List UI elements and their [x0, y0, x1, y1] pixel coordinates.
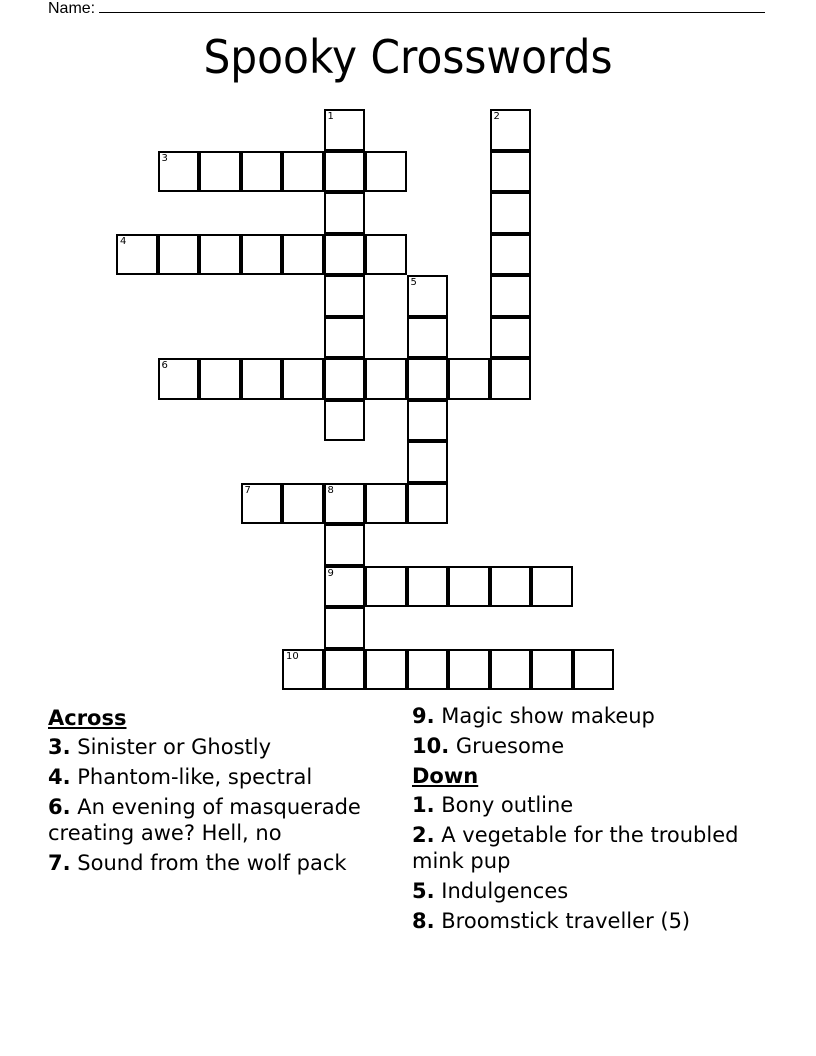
name-blank-line[interactable] — [99, 0, 765, 13]
clue-across-10: 10. Gruesome — [412, 734, 565, 758]
grid-cell[interactable] — [282, 151, 324, 193]
grid-cell[interactable] — [324, 566, 366, 608]
grid-cell[interactable] — [490, 151, 532, 193]
grid-cell[interactable] — [365, 358, 407, 400]
grid-cell[interactable] — [199, 151, 241, 193]
clues-column-left — [48, 703, 393, 880]
grid-cell[interactable] — [490, 275, 532, 317]
grid-cell[interactable] — [448, 649, 490, 691]
grid-cell[interactable] — [490, 192, 532, 234]
clue-number: 9 — [327, 567, 334, 579]
grid-cell[interactable] — [324, 317, 366, 359]
grid-cell[interactable] — [365, 649, 407, 691]
clue-across-3: 3. Sinister or Ghostly — [48, 735, 272, 759]
clue-number: 7 — [244, 484, 251, 496]
grid-cell[interactable] — [324, 607, 366, 649]
across-heading: Across — [48, 706, 127, 730]
clue-across-4: 4. Phantom-like, spectral — [48, 765, 313, 789]
grid-cell[interactable] — [365, 234, 407, 276]
grid-cell[interactable] — [158, 358, 200, 400]
clue-number: 4 — [120, 235, 127, 247]
grid-cell[interactable] — [365, 151, 407, 193]
grid-cell[interactable] — [282, 649, 324, 691]
clue-across-7: 7. Sound from the wolf pack — [48, 851, 347, 875]
clue-number: 8 — [327, 484, 334, 496]
grid-cell[interactable] — [490, 358, 532, 400]
clue-down-1: 1. Bony outline — [412, 793, 574, 817]
grid-cell[interactable] — [407, 566, 449, 608]
grid-cell[interactable] — [324, 109, 366, 151]
grid-cell[interactable] — [490, 234, 532, 276]
grid-cell[interactable] — [199, 234, 241, 276]
grid-cell[interactable] — [531, 649, 573, 691]
grid-cell[interactable] — [241, 234, 283, 276]
name-label: Name: — [48, 0, 96, 17]
page-title: Spooky Crosswords — [203, 30, 613, 84]
clue-across-6: 6. An evening of masquerade creating awe? Hell, no — [48, 795, 361, 845]
grid-cell[interactable] — [490, 109, 532, 151]
grid-cell[interactable] — [116, 234, 158, 276]
clue-number: 5 — [410, 277, 417, 288]
grid-cell[interactable] — [490, 566, 532, 608]
grid-cell[interactable] — [365, 483, 407, 525]
grid-cell[interactable] — [407, 649, 449, 691]
grid-cell[interactable] — [324, 649, 366, 691]
grid-cell[interactable] — [324, 400, 366, 442]
clue-number: 6 — [161, 360, 168, 371]
clue-down-2: 2. A vegetable for the troubled mink pup — [412, 823, 739, 873]
clue-number: 1 — [327, 111, 334, 122]
grid-cell[interactable] — [531, 566, 573, 608]
grid-cell[interactable] — [448, 358, 490, 400]
grid-cell[interactable] — [324, 483, 366, 525]
grid-cell[interactable] — [324, 358, 366, 400]
grid-cell[interactable] — [407, 441, 449, 483]
clue-number: 2 — [493, 111, 500, 122]
clue-down-5: 5. Indulgences — [412, 879, 569, 903]
grid-cell[interactable] — [490, 317, 532, 359]
grid-cell[interactable] — [158, 234, 200, 276]
grid-cell[interactable] — [324, 192, 366, 234]
grid-cell[interactable] — [407, 483, 449, 525]
down-heading: Down — [412, 764, 479, 788]
clues-column-right — [412, 703, 772, 938]
grid-cell[interactable] — [241, 483, 283, 525]
grid-cell[interactable] — [365, 566, 407, 608]
grid-cell[interactable] — [324, 524, 366, 566]
grid-cell[interactable] — [282, 234, 324, 276]
grid-cell[interactable] — [282, 358, 324, 400]
clue-number: 3 — [161, 152, 168, 164]
grid-cell[interactable] — [324, 234, 366, 276]
grid-cell[interactable] — [573, 649, 615, 691]
grid-cell[interactable] — [158, 151, 200, 193]
grid-cell[interactable] — [241, 151, 283, 193]
clue-number: 10 — [286, 650, 299, 662]
clue-across-9: 9. Magic show makeup — [412, 704, 655, 728]
grid-cell[interactable] — [407, 317, 449, 359]
grid-cell[interactable] — [407, 275, 449, 317]
name-field[interactable] — [48, 0, 765, 18]
grid-cell[interactable] — [407, 400, 449, 442]
clue-down-8: 8. Broomstick traveller (5) — [412, 909, 691, 933]
grid-cell[interactable] — [199, 358, 241, 400]
grid-cell[interactable] — [324, 151, 366, 193]
grid-cell[interactable] — [407, 358, 449, 400]
grid-cell[interactable] — [241, 358, 283, 400]
grid-cell[interactable] — [282, 483, 324, 525]
grid-cell[interactable] — [324, 275, 366, 317]
grid-cell[interactable] — [448, 566, 490, 608]
grid-cell[interactable] — [490, 649, 532, 691]
